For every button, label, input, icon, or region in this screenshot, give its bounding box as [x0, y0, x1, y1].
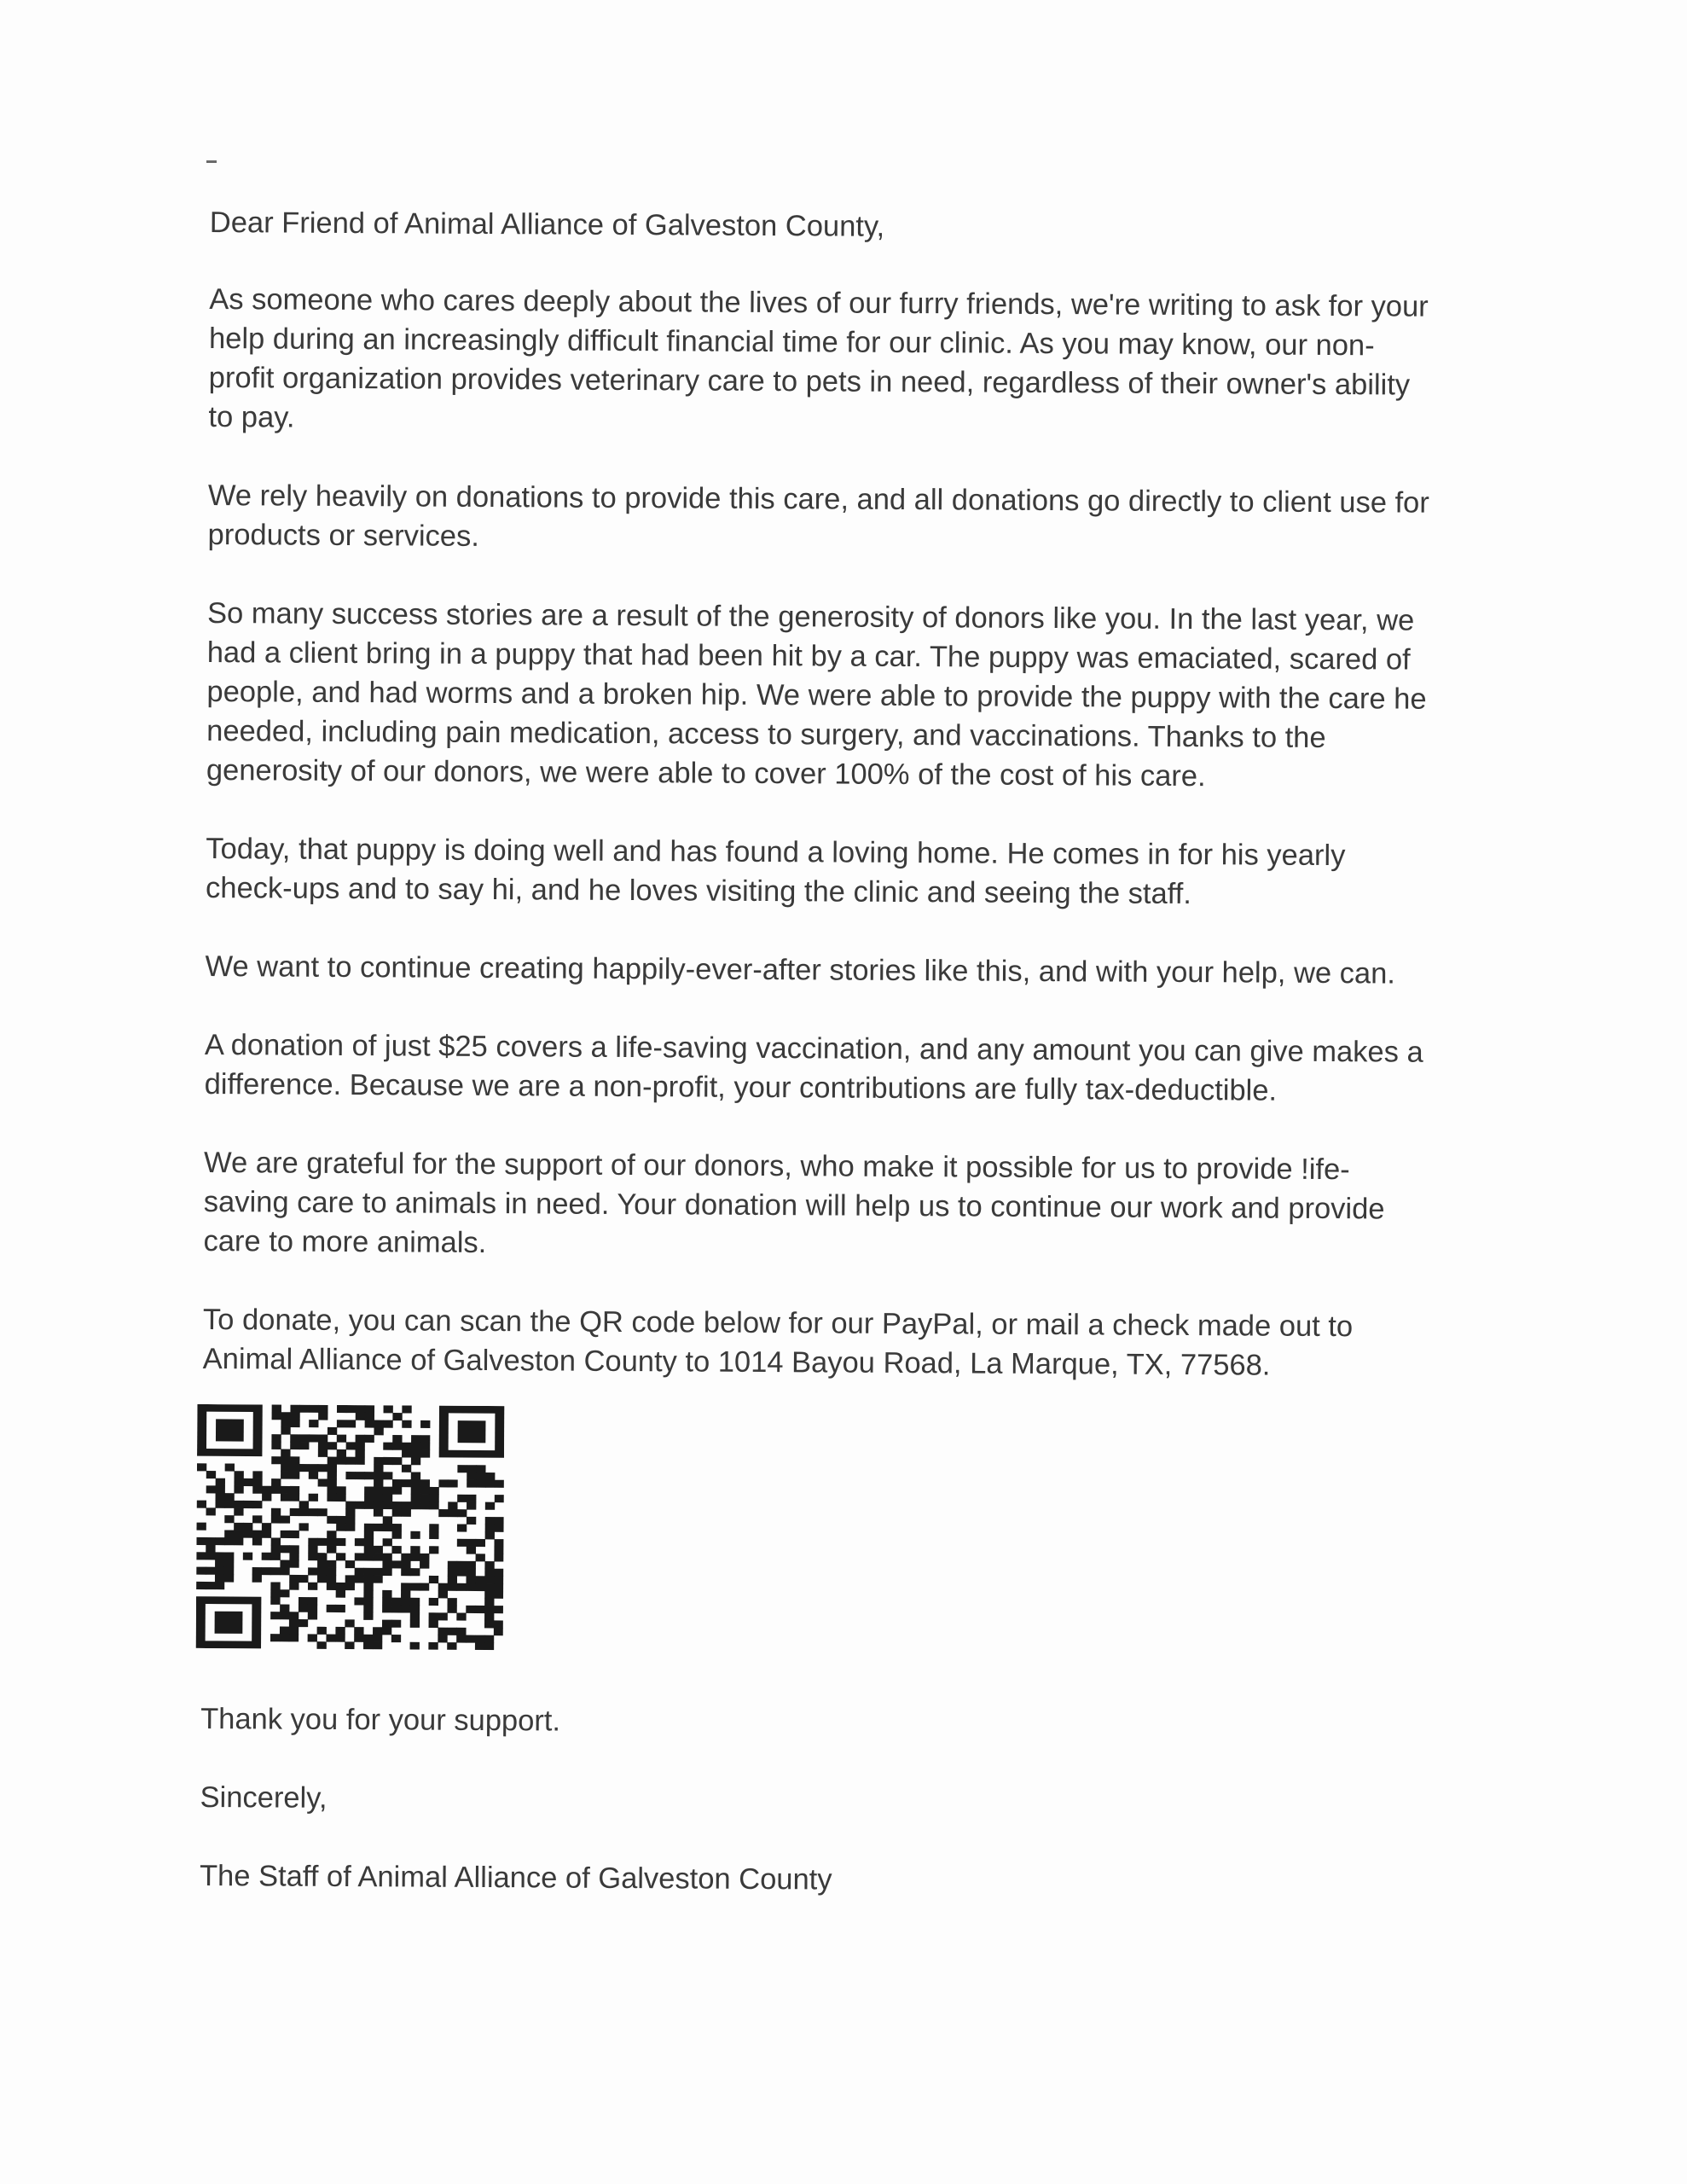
stray-mark	[206, 160, 217, 163]
paragraph-donations: We rely heavily on donations to provide this care, and all donations go directly to client use for products or services.	[207, 479, 1429, 553]
paragraph-puppy-today: Today, that puppy is doing well and has found a loving home. He comes in for his yearly check-ups and to say hi, and he loves visiting the clinic and seeing the staff.	[205, 832, 1346, 911]
closing-line: Sincerely,	[200, 1780, 328, 1815]
salutation: Dear Friend of Animal Alliance of Galveston County,	[209, 206, 885, 243]
letter-body	[200, 203, 1438, 1903]
paragraph-success-story: So many success stories are a result of the generosity of donors like you. In the last year, we had a client bring in a puppy that had been hit by a car. The puppy was emaciated, scared of people, and had worms and a broken hip. We were able to provide the puppy with the care he needed, including pain medication, access to surgery, and vaccinations. Thanks to the generosity of our donors, we were able to cover 100% of the cost of his care.	[206, 596, 1427, 793]
paragraph-intro: As someone who cares deeply about the lives of our furry friends, we're writing to ask for your help during an increasingly difficult financial time for our clinic. As you may know, our non-profit organization provides veterinary care to pets in need, regardless of their owner's ability to pay.	[208, 282, 1429, 434]
paragraph-gratitude: We are grateful for the support of our donors, who make it possible for us to provide !ife-saving care to animals in need. Your donation will help us to continue our work and provide care to more animals.	[203, 1146, 1385, 1260]
signature: The Staff of Animal Alliance of Galveston County	[199, 1859, 832, 1896]
paragraph-donation-amount: A donation of just $25 covers a life-saving vaccination, and any amount you can give makes a difference. Because we are a non-profit, your contributions are fully tax-deductible.	[204, 1028, 1423, 1107]
qr-code-graphic	[196, 1404, 505, 1650]
paragraph-continue: We want to continue creating happily-ever-after stories like this, and with your help, we can.	[205, 950, 1396, 990]
thanks-line: Thank you for your support.	[200, 1702, 561, 1738]
qr-code-icon[interactable]	[196, 1404, 505, 1650]
paragraph-how-to-donate: To donate, you can scan the QR code below for our PayPal, or mail a check made out to Animal Alliance of Galveston County to 1014 Bayou Road, La Marque, TX, 77568.	[202, 1303, 1354, 1382]
